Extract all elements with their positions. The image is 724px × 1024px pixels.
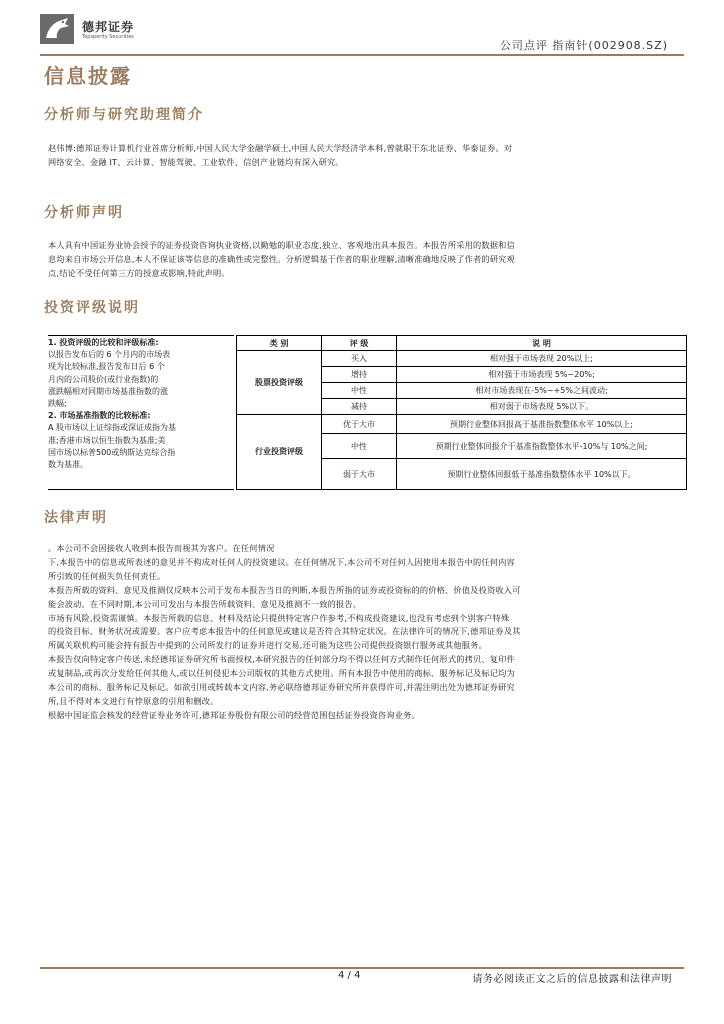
text-line: 的投资目标、财务状况或需要。客户应考虑本报告中的任何意见或建议是否符合其特定状况。在法律许可的情况下,德邦证券及其 — [48, 626, 521, 637]
rating-grade: 增持 — [322, 367, 397, 383]
rating-grade: 买入 — [322, 351, 397, 367]
rating-grade: 弱于大市 — [322, 459, 397, 490]
text-line: 市场有风险,投资需谨慎。本报告所载的信息、材料及结论只提供特定客户作参考,不构成投资建议,也没有考虑到个别客户特殊 — [48, 612, 510, 623]
text-line: 本报告所载的资料、意见及推测仅反映本公司于发布本报告当日的判断,本报告所指的证券或投资标的的价格、价值及投资收入可 — [48, 584, 521, 595]
rating-standard-heading-2: 2. 市场基准指数的比较标准: — [48, 411, 151, 421]
text-line: 本报告仅向特定客户传送,未经德邦证券研究所书面授权,本研究报告的任何部分均不得以任何方式制作任何形式的拷贝、复印件 — [48, 654, 515, 665]
text-line: 根据中国证监会核发的经营证券业务许可,德邦证券股份有限公司的经营范围包括证券投资咨询业务。 — [48, 709, 420, 720]
text-line: 所属关联机构可能会持有报告中提到的公司所发行的证券并进行交易,还可能为这些公司提供投资银行服务或其他服务。 — [48, 640, 487, 651]
industry-rating-category: 行业投资评级 — [237, 415, 322, 490]
rating-desc: 预期行业整体回报高于基准指数整体水平 10%以上; — [397, 415, 687, 434]
table-header-row — [237, 336, 687, 351]
page-title: 信息披露 — [44, 64, 132, 88]
text-line: 涨跌幅相对同期市场基准指数的涨 — [48, 386, 168, 396]
analyst-intro-text — [48, 141, 678, 169]
rating-table — [236, 335, 687, 490]
section-title-legal: 法律声明 — [44, 510, 108, 526]
brand-name: 德邦证券 — [82, 20, 135, 34]
rating-desc: 相对强于市场表现 5%~20%; — [397, 367, 687, 383]
column-header: 评 级 — [322, 336, 397, 351]
text-line: 跌幅; — [48, 399, 67, 409]
text-line: 息均来自市场公开信息,本人不保证该等信息的准确性或完整性。分析逻辑基于作者的职业理解,清晰准确地反映了作者的研究观 — [48, 254, 515, 264]
text-line: 。本公司不会因接收人收到本报告而视其为客户。在任何情况 — [48, 543, 275, 553]
rating-desc: 预期行业整体回报介于基准指数整体水平-10%与 10%之间; — [397, 434, 687, 459]
table-row — [237, 415, 687, 434]
rating-grade: 中性 — [322, 434, 397, 459]
rating-desc: 相对强于市场表现 20%以上; — [397, 351, 687, 367]
rating-grade: 中性 — [322, 383, 397, 399]
rating-desc: 相对市场表现在-5%~+5%之间波动; — [397, 383, 687, 399]
text-line: 本公司的商标、服务标记及标记。如欲引用或转载本文内容,务必联络德邦证券研究所并获得许可,并需注明出处为德邦证券研究 — [48, 682, 515, 693]
section-title-analyst-intro: 分析师与研究助理简介 — [44, 107, 204, 123]
section-title-analyst-statement: 分析师声明 — [44, 205, 124, 221]
footer-divider — [40, 967, 684, 969]
footer-disclaimer: 请务必阅读正文之后的信息披露和法律声明 — [472, 974, 672, 985]
text-line: 赵伟博:德邦证券计算机行业首席分析师,中国人民大学金融学硕士,中国人民大学经济学本科,曾就职于东北证券、华泰证券。对 — [48, 143, 513, 153]
text-line: 国市场以标普500或纳斯达克综合指 — [48, 447, 176, 457]
text-line: 或复制品,或再次分发给任何其他人,或以任何侵犯本公司版权的其他方式使用。所有本报告中使用的商标、服务标记及标记均为 — [48, 668, 515, 679]
text-line: 网络安全、金融 IT、云计算、智能驾驶、工业软件、信创产业链均有深入研究。 — [48, 157, 344, 167]
rating-desc: 预期行业整体回报低于基准指数整体水平 10%以下。 — [397, 459, 687, 490]
rating-grade: 优于大市 — [322, 415, 397, 434]
rating-standard-heading-1: 1. 投资评级的比较和评级标准: — [48, 338, 159, 347]
rating-desc: 相对弱于市场表现 5%以下。 — [397, 399, 687, 415]
text-line: 以报告发布后的 6 个月内的市场表 — [48, 350, 171, 360]
column-header: 类 别 — [237, 336, 322, 351]
section-title-rating: 投资评级说明 — [44, 300, 140, 316]
text-line: 下,本报告中的信息或所表述的意见并不构成对任何人的投资建议。在任何情况下,本公司不对任何人因使用本报告中的任何内容 — [48, 556, 515, 567]
text-line: 现为比较标准,报告发布日后 6 个 — [48, 362, 165, 372]
header-divider — [40, 54, 684, 56]
text-line: A 股市场以上证综指或深证成指为基 — [48, 423, 177, 433]
text-line: 能会波动。在不同时期,本公司可发出与本报告所载资料、意见及推测不一致的报告。 — [48, 598, 362, 609]
text-line: 月内的公司股价(或行业指数)的 — [48, 374, 159, 384]
stock-rating-category: 股票投资评级 — [237, 351, 322, 415]
brand-subtitle: Topsperity Securities — [82, 34, 134, 40]
column-header: 说 明 — [397, 336, 687, 351]
rating-grade: 减持 — [322, 399, 397, 415]
report-header-info: 公司点评 指南针(002908.SZ) — [499, 39, 668, 52]
text-line: 数为基准。 — [48, 460, 88, 470]
legal-statement-text — [48, 542, 678, 723]
page-header — [40, 14, 680, 56]
dragon-logo-icon — [40, 14, 74, 44]
page-number: 4 / 4 — [338, 970, 361, 981]
table-row — [237, 351, 687, 367]
text-line: 本人具有中国证券业协会授予的证券投资咨询执业资格,以勤勉的职业态度,独立、客观地出具本报告。本报告所采用的数据和信 — [48, 240, 515, 250]
rating-explanation — [48, 335, 688, 490]
text-line: 所引致的任何损失负任何责任。 — [48, 570, 166, 581]
text-line: 所,且不得对本文进行有悖原意的引用和删改。 — [48, 695, 219, 706]
text-line: 准;香港市场以恒生指数为基准;美 — [48, 435, 166, 445]
analyst-statement-text — [48, 238, 678, 280]
rating-standards — [48, 335, 234, 490]
text-line: 点,结论不受任何第三方的授意或影响,特此声明。 — [48, 268, 230, 278]
